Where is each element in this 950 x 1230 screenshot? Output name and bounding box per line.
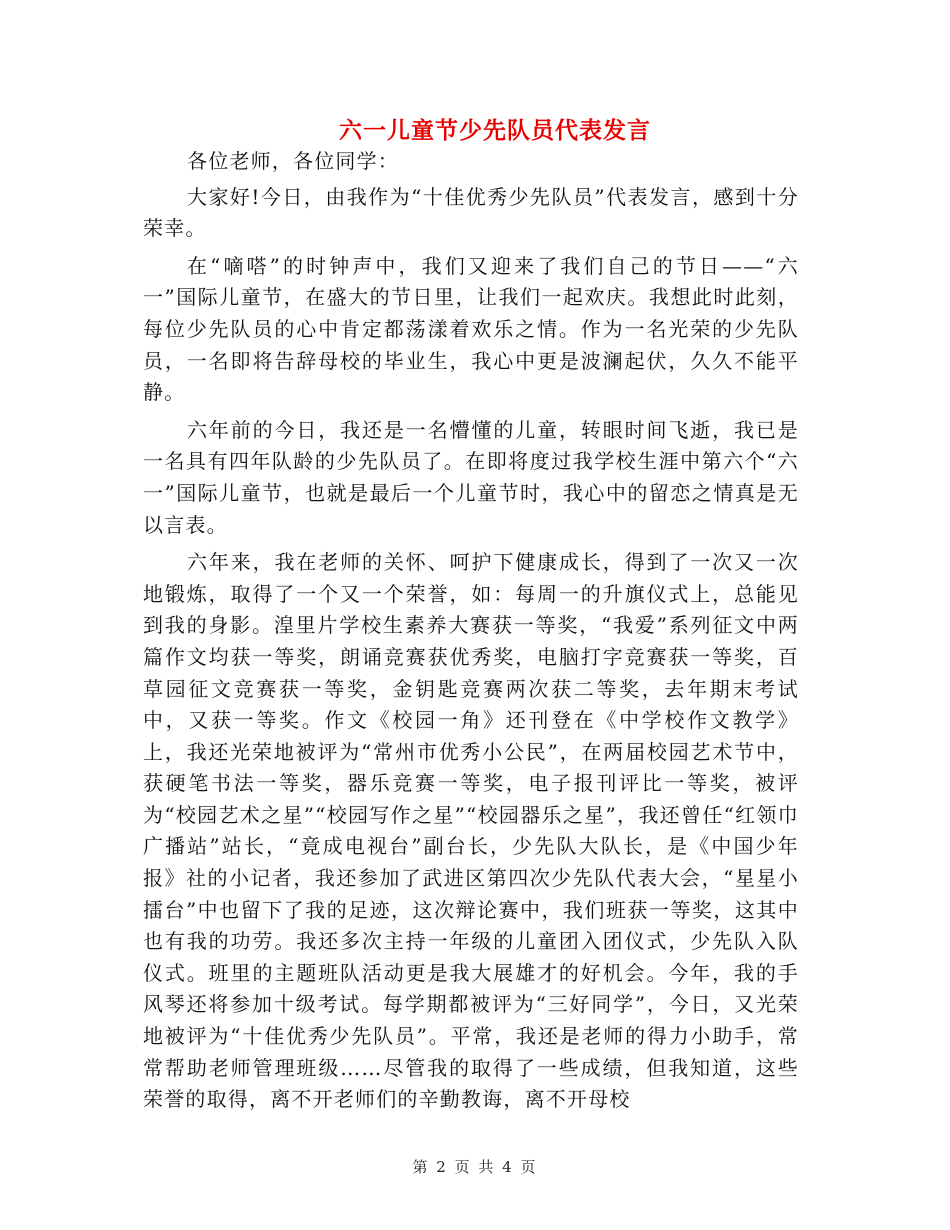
page-number-footer: 第 2 页 共 4 页: [412, 1158, 538, 1176]
salutation-paragraph: 各位老师，各位同学：: [187, 149, 399, 173]
document-title: 六一儿童节少先队员代表发言: [339, 118, 651, 144]
body-paragraph: 在“嘀嗒”的时钟声中，我们又迎来了我们自己的节日——“六一”国际儿童节，在盛大的节日里，让我们一起欢庆。我想此时此刻，每位少先队员的心中肯定都荡漾着欢乐之情。作为一名光荣的少先队员，一名即将告辞母校的毕业生，我心中更是波澜起伏，久久不能平静。: [143, 253, 799, 405]
body-paragraph: 六年来，我在老师的关怀、呵护下健康成长，得到了一次又一次地锻炼，取得了一个又一个荣誉，如：每周一的升旗仪式上，总能见到我的身影。湟里片学校生素养大赛获一等奖，“我爱”系列征文中两篇作文均获一等奖，朗诵竞赛获优秀奖，电脑打字竞赛获一等奖，百草园征文竞赛获一等奖，金钥匙竞赛两次获二等奖，去年期末考试中，又获一等奖。作文《校园一角》还刊登在《中学校作文教学》上，我还光荣地被评为“常州市优秀小公民”，在两届校园艺术节中，获硬笔书法一等奖，器乐竞赛一等奖，电子报刊评比一等奖，被评为“校园艺术之星”“校园写作之星”“校园器乐之星”，我还曾任“红领巾广播站”站长，“竟成电视台”副台长，少先队大队长，是《中国少年报》社的小记者，我还参加了武进区第四次少先队代表大会，“星星小擂台”中也留下了我的足迹，这次辩论赛中，我们班获一等奖，这其中也有我的功劳。我还多次主持一年级的儿童团入团仪式，少先队入队仪式。班里的主题班队活动更是我大展雄才的好机会。今年，我的手风琴还将参加十级考试。每学期都被评为“三好同学”，今日，又光荣地被评为“十佳优秀少先队员”。平常，我还是老师的得力小助手，常常帮助老师管理班级……尽管我的取得了一些成绩，但我知道，这些荣誉的取得，离不开老师们的辛勤教诲，离不开母校: [143, 550, 799, 1112]
greeting-paragraph: 大家好!今日，由我作为“十佳优秀少先队员”代表发言，感到十分荣幸。: [143, 184, 799, 241]
document-body: [143, 146, 799, 1122]
body-paragraph: 六年前的今日，我还是一名懵懂的儿童，转眼时间飞逝，我已是一名具有四年队龄的少先队员了。在即将度过我学校生涯中第六个“六一”国际儿童节，也就是最后一个儿童节时，我心中的留恋之情真是无以言表。: [143, 417, 799, 537]
